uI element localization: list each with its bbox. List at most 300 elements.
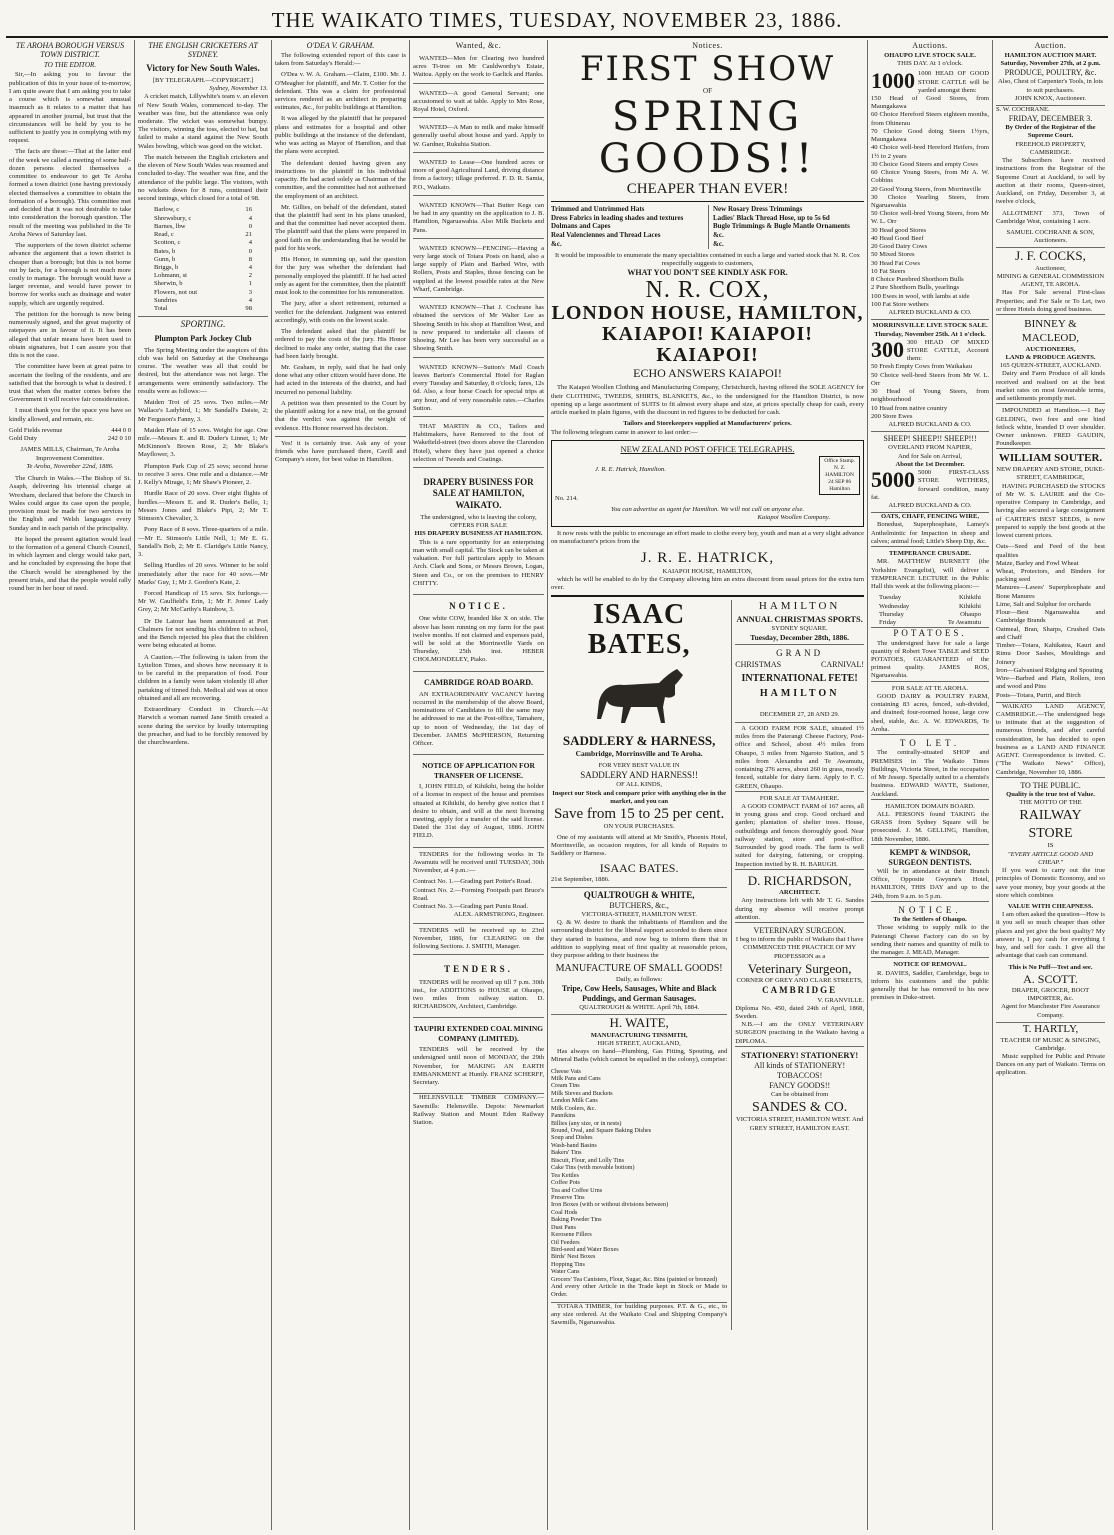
christmas-carnival: CHRISTMAS CARNIVAL! bbox=[735, 659, 864, 669]
article-paragraph: The committee have been at great pains to ascertain the feeling of the residents, and are satisfied that the borough is what is desired. I trust that when the matter comes before the Government it will receive fair consideration. bbox=[9, 363, 131, 404]
masthead bbox=[0, 0, 1114, 34]
te-aroha-heading: FOR SALE AT TE AROHA. bbox=[891, 684, 969, 692]
wanted-ad: WANTED—A good General Servant; one accustomed to wait at table. Apply to Mrs Rose, Royal Hotel, Oxford. bbox=[413, 87, 544, 119]
article-paragraph: A cricket match, Lillywhite's team v. an eleven of New South Wales, commenced to-day. The weather was fine, but the attendance was only moderate. The wicket was somewhat bumpy. The visitors, winning the toss, elected to bat, but failed to make a stand against the New South Wales bowling, which was good on the wicket. bbox=[138, 93, 268, 150]
settlers-body: Those wishing to supply milk to the Paterangi Cheese Factory can do so by sending their names and quantity of milk to the manager. J. MEAD, Manager. bbox=[871, 924, 989, 958]
article-paragraph: The facts are these:—That at the latter end of the week we called a meeting of some half-dozen persons elected themselves a committee to endeavour to get Te Aroha formed a town district (one having previously elected themselves a committee to obtain the formation of a borough). This committee met and decided that it was not desirable to take into consideration the borough question. The result of the meeting was published in the Te Aroha News of Saturday last. bbox=[9, 148, 131, 238]
hatrick-tail: which he will be enabled to do by the Company allowing him an extra discount from usual prices for the extra turn over. bbox=[551, 576, 864, 597]
road-board-heading: CAMBRIDGE ROAD BOARD. bbox=[423, 677, 534, 687]
dateline: Sydney, November 13. bbox=[209, 85, 268, 93]
stock-lot: 50 Fresh Empty Cows from Waikakau bbox=[871, 363, 972, 371]
totara-ad: TOTARA TIMBER, for building purposes. P.T. & G., etc., to any size ordered. At the Waikato Coal and Shipping Company's Sawmills, Ngaruawahia. bbox=[551, 1302, 728, 1327]
nrcox-name: N. R. COX, bbox=[645, 277, 770, 304]
tolet-heading: TO LET. bbox=[899, 738, 961, 749]
stock-lot: 50 Choice well-bred Steers from Mr W. L. Orr bbox=[871, 371, 989, 387]
saddlery-line: SADDLERY AND HARNESS!! bbox=[580, 770, 698, 781]
every-article: "EVERY ARTICLE GOOD AND CHEAP." bbox=[1007, 850, 1094, 866]
waite-item: Iron Boxes (with or without divisions between) bbox=[551, 1201, 669, 1209]
daily-line: Daily, as follows: bbox=[615, 975, 663, 983]
score-row: Scotton, c 4 bbox=[154, 239, 252, 247]
to-public: TO THE PUBLIC. bbox=[1020, 780, 1081, 790]
article-paragraph: The Church in Wales.—The Bishop of St. Asaph, delivering his triennial charge at Wrexham, declared that before the Church in Wales could argue its case upon the people, provision must be made for two services in the English and Welsh languages every Sunday and in each parish of the principality. bbox=[9, 475, 131, 532]
hatrick-name: J. R. E. HATRICK, bbox=[640, 549, 775, 566]
waite-list bbox=[551, 1068, 727, 1284]
te-aroha-body: GOOD DAIRY & POULTRY FARM, containing 83 acres, fenced, sub-divided, and drained; four-roomed house, large cow shed, stable, &c. A. W. EDWARDS, Te Aroha. bbox=[871, 693, 989, 735]
victory-heading: Victory for New South Wales. bbox=[146, 62, 260, 73]
waite-item: Cake Tins (with movable bottom) bbox=[551, 1164, 635, 1172]
waite-item: Tea and Coffee Urns bbox=[551, 1186, 603, 1194]
waite-item: London Milk Cans bbox=[551, 1097, 598, 1105]
left-list: Trimmed and Untrimmed Hats Dress Fabrics in leading shades and textures Dolmans and Capes Real Valenciennes and Thread Laces &c. bbox=[551, 204, 684, 248]
waite-item: Pannikins bbox=[551, 1112, 576, 1120]
columns bbox=[6, 40, 1108, 1530]
waite-item: Water Cans bbox=[551, 1268, 580, 1276]
column-2 bbox=[134, 40, 271, 1530]
souter-item: Wire—Barbed and Plain, Rollers, iron and wood and Pins bbox=[996, 675, 1105, 691]
article-paragraph: The match between the English cricketers and the eleven of New South Wales was resumed and concluded to-day. The weather was fine, and the attendance of the public large. The visitors, with no wickets down for 8 runs, continued their second innings, which closed for a total of 98. bbox=[138, 153, 268, 203]
article-paragraph: Mr. Graham, in reply, said that he had only done what any other citizen would have done. He had acted in the interests of the district, and had incurred no personal liability. bbox=[275, 364, 406, 396]
stock-lot: 200 Store Ewes bbox=[871, 412, 913, 420]
souter-name: WILLIAM SOUTER. bbox=[998, 452, 1103, 465]
registrar-line: By Order of the Registrar of the Supreme Court. bbox=[1005, 124, 1096, 140]
this-day: THIS DAY. At 1 o'clock. bbox=[897, 60, 963, 68]
waite-item: Wash-hand Basins bbox=[551, 1141, 597, 1149]
value-cheapness: VALUE WITH CHEAPNESS. bbox=[1007, 902, 1094, 910]
auction-heading: Auction. bbox=[1034, 41, 1067, 50]
vet-body: I beg to inform the public of Waikato that I have COMMENCED THE PRACTICE OF MY PROFESSION as a bbox=[735, 936, 864, 960]
licence-body: I, JOHN FIELD, of Kihikihi, being the holder of a license in respect of the house and premises situated at Kihikihi, do hereby give notice that I desire to obtain, and will at the next licensing meeting, apply for a transfer of the said license. Dated the 31st day of August, 1886. JOHN FIELD. bbox=[413, 783, 544, 840]
article-paragraph: Sir,—In asking you to favour the publication of this in your issue of to-morrow, I am quite aware that I am asking you to take a course which is somewhat unusual inasmuch as it relates to a matter that has appeared in another journal, but trust that the circumstances will be held by you to be sufficient to justify you in complying with my request. bbox=[9, 71, 131, 145]
mining-ad bbox=[413, 1018, 544, 1094]
tender-item: Contract No. 3.—Grading part Puniu Road. bbox=[413, 903, 529, 911]
article-paragraph: A petition was then presented to the Court by the plaintiff asking for a new trial, on the ground that the verdict was against the weight of evidence. His Honor reserved his decision. bbox=[275, 399, 406, 432]
article-paragraph: I must thank you for the space you have so kindly allowed, and remain, etc. bbox=[9, 407, 131, 423]
tenders-3-heading: TENDERS. bbox=[444, 964, 513, 975]
no-puff: This is No Puff—Test and see. bbox=[1008, 963, 1093, 971]
waite-item: Bird-seed and Water Boxes bbox=[551, 1246, 619, 1253]
all-kinds-stationery: All kinds of STATIONERY! bbox=[754, 1060, 846, 1070]
ohaupo-main: 1000 1000 HEAD OF GOOD STORE CATTLE will be yarded amongst them: bbox=[871, 68, 989, 94]
cocks-tail: Has For Sale several First-class Properties; and For Sale or To Let, two or three Hotels doing good business. bbox=[996, 289, 1105, 315]
produce-line: PRODUCE, POULTRY, &c. bbox=[1004, 68, 1097, 78]
drapery-sub: HIS DRAPERY BUSINESS AT HAMILTON. bbox=[414, 530, 543, 538]
kaiapoi-body: The Kaiapoi Woollen Clothing and Manufacturing Company, Christchurch, having offered the SOLE AGENCY for their CLOTHING, TWEEDS, SHIRTS, BLANKETS, &c., to the undersigned for the Hamilton District, is now opening up a large assortment of SUITS to fit almost every shape and size, at prices specially cheap for cash, every article marked in plain figures, with the discount in red figures to be deducted for cash. bbox=[551, 384, 864, 417]
article-paragraph: The defendant denied having given any instructions to the plaintiff in his individual capacity. He had acted solely as Chairman of the committee, and the committee had not authorised the employment of an architect. bbox=[275, 159, 406, 200]
isaac-bates-2: ISAAC BATES. bbox=[599, 861, 679, 876]
wanted-ad: WANTED KNOWN—Sutton's Mail Coach leaves Barton's Commercial Hotel for Raglan every Tuesday and Saturday, 8 o'clock; fares, 12s 6d. Also, a four horse Coach for special trips at any hour, and of very reasonable rates.—Charles Sutton. bbox=[413, 361, 544, 417]
tenders-3-body: TENDERS will be received up till 7 p.m. 30th inst., for ADDITIONS to HOUSE at Ohaupo, two miles from railway station. D. RICHARDSON, Architect, Cambridge. bbox=[413, 978, 544, 1011]
waite-item: Baking Powder Tins bbox=[551, 1216, 602, 1224]
tolet-body: The centrally-situated SHOP and PREMISES in The Waikato Times Buildings, Victoria Street, in the occupation of Mr Jessop. Specially suited to a chemist's business. EDWARD WAYTE, Stationer, Auckland. bbox=[871, 749, 989, 799]
waikato-land-ad: WAIKATO LAND AGENCY, CAMBRIDGE.—The undersigned begs to intimate that at the suggestion of numerous friends, and after careful consideration, he has decided to open business as a LAND AND FINANCE AGENT. Correspondence is invited. C. ("The Waikato News" Office), Cambridge, November 10, 1886. bbox=[996, 703, 1105, 778]
waite-tail: And every other Article in the Trade kept in Stock or Made to Order. bbox=[551, 1283, 728, 1299]
morrinsville-heading: MORRINSVILLE LIVE STOCK SALE. bbox=[872, 322, 988, 330]
waite-item: Hopping Tins bbox=[551, 1260, 585, 1268]
race-paragraph: Pony Race of 8 sovs. Three-quarters of a mile.—Mr E. Stimson's Little Nell, 1; Mr E. G. Sandall's Bob, 2; Mr E. Claridge's Little Nancy, 3. bbox=[138, 526, 268, 559]
waite-name: H. WAITE, bbox=[609, 1015, 669, 1031]
article-heading: O'DEA V. GRAHAM. bbox=[306, 41, 375, 50]
column-3 bbox=[271, 40, 409, 1530]
fete-line: INTERNATIONAL FETE! bbox=[741, 672, 858, 684]
fete-dates: DECEMBER 27, 28 AND 29. bbox=[735, 711, 864, 723]
hamilton-title: HAMILTON bbox=[758, 600, 841, 613]
sporting-heading: SPORTING. bbox=[138, 316, 268, 330]
qualtrough-sign: QUALTROUGH & WHITE. April 7th, 1884. bbox=[551, 1004, 727, 1015]
waite-item: Coffee Pots bbox=[551, 1179, 580, 1187]
dairy-body: Dairy and Farm Produce of all kinds received and realised on at the best market rates on most favourable terms, and settlements promptly met. bbox=[996, 370, 1105, 404]
drapery-heading: DRAPERY BUSINESS FOR SALE AT HAMILTON, WAIKATO. bbox=[423, 477, 534, 510]
morrinsville-main: 300 300 HEAD OF MIXED STORE CATTLE, Account them: bbox=[871, 336, 989, 363]
article-paragraph: His Honor, in summing up, said the question for the jury was whether the defendant had personally employed the plaintiff. If he had acted only as agent for the committee, then the plaintiff must look to the committee for his remuneration. bbox=[275, 256, 406, 297]
quality-line: Quality is the true test of Value. bbox=[1006, 790, 1095, 798]
waite-item: Billies (any size, or in nests) bbox=[551, 1119, 622, 1127]
rail-body-2: I am often asked the question—How is it you sell so much cheaper than other places and yet give the best quality? My answer is, I pay cash for everything I buy, and sell for cash. I give all the advantage that cash can command. bbox=[996, 911, 1105, 960]
right-list: New Rosary Dress Trimmings Ladies' Black Thread Hose, up to 5s 6d Bugle Trimmings & Bugle Mantle Ornaments &c. &c. bbox=[708, 205, 864, 249]
temperance-heading: TEMPERANCE CRUSADE. bbox=[888, 550, 972, 558]
souter-item: Oats—Seed and Feed of the best qualities bbox=[996, 543, 1105, 559]
column-8 bbox=[992, 40, 1108, 1530]
race-paragraph: Maiden Plate of 15 sovs. Weight for age. One mile.—Messrs E. and R. Duder's Linnet, 1; Mr McKinnon's Brown Rose, 2; Mr Blake's Mayflower, 3. bbox=[138, 426, 268, 459]
score-row: Flowers, not out 3 bbox=[154, 288, 252, 296]
wanted-ad: WANTED—A Man to milk and make himself generally useful about house and yard. Apply to W. Gardner, Rukuhia Station. bbox=[413, 121, 544, 153]
binney-auctioneers: AUCTIONEERS, bbox=[1025, 345, 1076, 353]
stock-lot: 100 Fat Store wethers bbox=[871, 300, 929, 308]
tenders-ad-3 bbox=[413, 958, 544, 1018]
race-paragraph: Maiden Trot of 25 sovs. Two miles.—Mr Wallace's Ladybird, 1; Mr Sandall's Daisie, 2; Mr Ferguson's Fanny, 3. bbox=[138, 399, 268, 423]
buckland-sign: ALFRED BUCKLAND & CO. bbox=[871, 309, 989, 320]
notice-heading-2: NOTICE. bbox=[898, 904, 962, 915]
article-paragraph: The defendant asked that the plaintiff be ordered to pay the costs of the jury. His Honor declined to make any order, stating that the case had been fairly brought. bbox=[275, 328, 406, 360]
friday-line: FRIDAY, DECEMBER 3. bbox=[1008, 114, 1093, 124]
column-4 bbox=[409, 40, 547, 1530]
temperance-days: Tuesday Kihikihi Wednesday Kihikihi Thursday Ohaupo Friday Te Awamutu bbox=[871, 594, 989, 628]
butchers: BUTCHERS, &c., bbox=[609, 900, 669, 910]
score-row: Gunn, b 8 bbox=[154, 255, 252, 263]
victoria-street: VICTORIA-STREET, HAMILTON WEST. bbox=[581, 910, 697, 918]
article-paragraph: The petition for the borough is now being numerously signed, and the great majority of ratepayers are in favour of it. It has been alleged that unfair means have been used to obtain signatures, but I can assure you that this is not the case. bbox=[9, 310, 131, 360]
article-paragraph: It was alleged by the plaintiff that he prepared plans and estimates for a hospital and other public buildings at the instance of the defendant, who was acting as Mayor of Hamilton, and that the plans were accepted. bbox=[275, 115, 406, 156]
score-row: Bates, b 0 bbox=[154, 247, 252, 255]
auction-arrival: And for Sale on Arrival, bbox=[898, 452, 962, 460]
architect-body: Any instructions left with Mr T. G. Sandes during my absence will receive prompt attention. bbox=[735, 897, 864, 923]
vet-nb: N.B.—I am the ONLY VETERINARY SURGEON practising in the Waikato having a DIPLOMA. bbox=[735, 1021, 864, 1047]
ohaupo-heading: OHAUPO LIVE STOCK SALE. bbox=[884, 51, 976, 59]
annual-sports: ANNUAL CHRISTMAS SPORTS. bbox=[736, 614, 863, 625]
waite-item: Soup and Dishes bbox=[551, 1134, 593, 1142]
race-paragraph: Hurdle Race of 20 sovs. Over eight flights of hurdles.—Messrs E. and R. Duder's Bello, 1; Messrs Jones and Blake's Pipi, 2; Mr T. Stimson's Chevalier, 3. bbox=[138, 490, 268, 523]
article-paragraph: Mr. Gillies, on behalf of the defendant, stated that the plaintiff had sent in his plans unasked, and that the committee had never accepted them. The plaintiff said that the plans were prepared in good faith on the understanding that he would be paid for his work. bbox=[275, 203, 406, 252]
telegram-from: Kaiapoi Woollen Company. bbox=[757, 514, 830, 522]
wanted-ad: WANTED—Men for Clearing two hundred acres Ti-tree on Mr Cauldworthy's Estate, Waitoa. Apply on the work to Garlick and Hanks. bbox=[413, 52, 544, 84]
waite-item: Kerosene Fillers bbox=[551, 1231, 592, 1239]
article-paragraph: Extraordinary Conduct in Church.—At Harwich a woman named Jane Smith created a scene during the service by loudly interrupting the preacher, and had to be forcibly removed by the churchwardens. bbox=[138, 706, 268, 746]
souter-item: Flour—Best Ngaruawahia and Cambridge Brands bbox=[996, 609, 1105, 625]
on-your: ON YOUR PURCHASES. bbox=[603, 822, 675, 830]
also-line: Also, Chest of Carpenter's Tools, in lots to suit purchasers. bbox=[997, 78, 1103, 94]
obtained-line: Can be obtained from bbox=[770, 1090, 829, 1098]
score-row: Lohmann, st 2 bbox=[154, 272, 252, 280]
cochrane-tag: S. W. COCHRANE. bbox=[996, 105, 1050, 113]
wanted-ad: WANTED to Lease—One hundred acres or more of good Agricultural Land, driving distance from a factory; tillage preferred. F. D. R. Samia, P.O., Waikato. bbox=[413, 156, 544, 196]
ohaupo-lots bbox=[871, 95, 989, 309]
wanted-ad: WANTED KNOWN—That Butter Kegs can be had in any quantity on the application to J. B. Hamilton, Ngaruawahia. Also Milk Buckets and Pans. bbox=[413, 199, 544, 239]
hartly-name: T. HARTLY, bbox=[1022, 1022, 1079, 1035]
souter-item: Oatmeal, Bran, Sharps, Crushed Oats and Chaff bbox=[996, 625, 1105, 641]
lower-ads bbox=[551, 600, 864, 1330]
impounded-ad: IMPOUNDED at Hamilton.—1 Bay GELDING, two fore and one hind fetlock white, branded D over shoulder. Owner unknown. FRED GAUDIN, Poundkeeper. bbox=[996, 407, 1105, 449]
all-kinds: OF ALL KINDS, bbox=[616, 781, 662, 789]
inspect-line: Inspect our Stock and compare price with anything else in the market, and you can bbox=[552, 789, 727, 805]
notices-heading: Notices. bbox=[692, 41, 723, 50]
column-7 bbox=[867, 40, 992, 1530]
removal-body: R. DAVIES, Saddler, Cambridge, begs to inform his customers and the public generally that he has removed to his new premises in Duke-street. bbox=[871, 969, 989, 1002]
saddlery-title: SADDLERY & HARNESS, bbox=[562, 733, 716, 749]
stock-lot: 60 Choice Young Steers, from Mr A. W. Cobbins bbox=[871, 169, 989, 185]
newspaper-title: THE WAIKATO TIMES, TUESDAY, NOVEMBER 23, 1886. bbox=[271, 8, 843, 32]
score-row: Barnes, lbw 0 bbox=[154, 222, 252, 230]
buckland-sign-3: ALFRED BUCKLAND & CO. bbox=[871, 502, 989, 513]
assistant-line: One of my assistants will attend at Mr Smith's, Phoenix Hotel, Morrinsville, as occasion requires, for all kinds of Repairs to Saddlery or Harness. bbox=[551, 833, 728, 858]
scott-sub: DRAPER, GROCER, BOOT IMPORTER, &c. bbox=[1011, 986, 1090, 1003]
score-row: Read, c 21 bbox=[154, 231, 252, 239]
souter-item: Lime, Salt and Sulphur for orchards bbox=[996, 600, 1091, 608]
club-heading: Plumpton Park Jockey Club bbox=[154, 333, 252, 343]
score-row: Briggs, b 4 bbox=[154, 264, 252, 271]
spring-lists bbox=[551, 205, 864, 249]
column-1 bbox=[6, 40, 134, 1530]
waite-item: Birds' Nest Boxes bbox=[551, 1253, 596, 1261]
stock-lot: 30 Head of Young Steers, from neighbourhood bbox=[871, 388, 989, 404]
article-paragraph: Dr De Latour has been announced at Port Chalmers for not sending his children to school, and the Bench rejected his plea that the children were being educated at home. bbox=[138, 617, 268, 650]
race-paragraph: Forced Handicap of 15 sovs. Six furlongs.—Mr W. Caulfield's Erin, 1; Mr F. Jones' Lady Grey, 2; Mr McCarthy's Rainbow, 3. bbox=[138, 589, 268, 614]
saddlery-towns: Cambridge, Morrinsville and Te Aroha. bbox=[575, 749, 703, 759]
is-word: IS bbox=[1047, 842, 1054, 850]
about-date: About the 1st December. bbox=[895, 460, 965, 468]
sandes-name: SANDES & CO. bbox=[751, 1099, 848, 1115]
stock-lot: 30 Choice Yearling Steers, from Ngaruawahia bbox=[871, 193, 989, 210]
enumerate-line: It would be impossible to enumerate the many specialities contained in such a large and varied stock that N. R. Cox respectfully suggests to customers, bbox=[555, 251, 860, 267]
licence-ad bbox=[413, 755, 544, 847]
thursday-line: Thursday, November 25th. At 1 o'clock. bbox=[874, 330, 986, 338]
stock-lot: 20 Good Dairy Cows bbox=[871, 243, 928, 251]
hatrick-addr: KAIAPOI HOUSE, HAMILTON, bbox=[662, 567, 753, 575]
tamahere-heading: FOR SALE AT TAMAHERE. bbox=[759, 794, 840, 802]
drapery-ad bbox=[413, 471, 544, 595]
closing-paragraph: Yes! it is certainly true. Ask any of your friends who have purchased there, Cavill and Company's store, for best value in Hamilton. bbox=[275, 436, 406, 465]
vet-big: Veterinary Surgeon, bbox=[747, 960, 852, 976]
isaac-bates: ISAAC BATES, bbox=[587, 599, 691, 660]
saturday-line: Saturday, November 27th, at 2 p.m. bbox=[1000, 60, 1101, 68]
tenders-sign: ALEX. ARMSTRONG, Engineer. bbox=[453, 911, 544, 919]
domain-heading: HAMILTON DOMAIN BOARD. bbox=[885, 802, 975, 810]
sheep-heading: SHEEP! SHEEP!! SHEEP!!! bbox=[883, 434, 977, 444]
oats-body: Bonedust, Superphosphate, Lamey's Anthelmintic for Impaction in sheep and calves; animal food; Little's Sheep Dip, &c. bbox=[871, 521, 989, 547]
telegram-no: No. 214. bbox=[555, 494, 578, 502]
score-row: Sundries 4 bbox=[154, 296, 252, 304]
tripe-line: Tripe, Cow Heels, Sausages, White and Black Puddings, and German Sausages. bbox=[561, 984, 717, 1004]
souter-sub: NEW DRAPERY AND STORE, DUKE-STREET, CAMBRIDGE, bbox=[996, 466, 1105, 482]
licence-heading: NOTICE OF APPLICATION FOR TRANSFER OF LICENSE. bbox=[422, 761, 535, 780]
scott-agent: Agent for Manchester Fire Assurance Company. bbox=[996, 1003, 1105, 1022]
waite-item: Preserve Tins bbox=[551, 1193, 585, 1201]
buckland-sign-2: ALFRED BUCKLAND & CO. bbox=[871, 421, 989, 432]
road-board-ad bbox=[413, 672, 544, 756]
railway-store: RAILWAY STORE bbox=[1019, 808, 1082, 841]
to-editor: TO THE EDITOR. bbox=[43, 60, 97, 69]
waite-sub: MANUFACTURING TINSMITH, bbox=[590, 1031, 688, 1039]
motto-line: THE MOTTO OF THE bbox=[1019, 799, 1082, 807]
lot-count: 1000 bbox=[871, 68, 915, 94]
waite-item: Biscuit, Flour, and Lolly Tins bbox=[551, 1156, 624, 1164]
small-goods: MANUFACTURE OF SMALL GOODS! bbox=[555, 963, 723, 975]
stock-lot: 50 Mixed Stores bbox=[871, 251, 915, 259]
freehold-heading: FREEHOLD PROPERTY, CAMBRIDGE. bbox=[1015, 140, 1086, 156]
souter-body: HAVING PURCHASED the STOCKS of Mr W. S. LAURIE and the Co-operative Company in Cambridge, and having also secured a large consignment of CARTER'S BEST SEEDS, is now prepared to supply the best goods at the lowest current prices. bbox=[996, 482, 1105, 540]
notice-body: One white COW, branded like X on side. The above has been running on my farm for the past twelve months. If not claimed and expenses paid, will be sold at the Morrinsville Yards on Thursday, 25th inst. HEBER CHOLMONDELEY, Piako. bbox=[413, 615, 544, 664]
stock-lot: 30 Head good Stores bbox=[871, 226, 927, 234]
waite-item: Cheese Vats bbox=[551, 1067, 581, 1075]
freehold-body: The Subscribers have received instructions from the Registrar of the Supreme Court at Auckland, to sell by auction at their rooms, Queen-street, Auckland, on Friday, December 3, at twelve o'clock, bbox=[996, 157, 1105, 206]
tenders-heading: TENDERS for the following works in Te Awamutu will be received until TUESDAY, 30th November, at 4 p.m.:— bbox=[413, 850, 544, 875]
article-paragraph: A Caution.—The following is taken from the Lyttelton Times, and shows how necessary it is to be careful in the preparation of food. Four children in a family were taken violently ill after partaking of tinned fish. Medical aid was at once obtained and all are recovering. bbox=[138, 653, 268, 702]
vet-addr: CORNER OF GREY AND CLARE STREETS, bbox=[736, 977, 863, 985]
spring-goods: SPRING GOODS!! bbox=[598, 94, 817, 183]
revenue-table bbox=[9, 427, 131, 443]
sports-date: Tuesday, December 28th, 1886. bbox=[735, 633, 864, 645]
stock-lot: 40 Head Good Beef bbox=[871, 234, 924, 242]
wanted-heading: Wanted, &c. bbox=[455, 41, 502, 50]
sheep-lot: 5000 5000 FIRST-CLASS STORE WETHERS, forward condition, many fat. bbox=[871, 467, 989, 501]
save-line: Save from 15 to 25 per cent. bbox=[553, 806, 725, 823]
dateline: Te Aroha, November 22nd, 1886. bbox=[26, 462, 114, 470]
tobaccos: TOBACCOS! bbox=[777, 1070, 823, 1080]
kempt-heading: KEMPT & WINDSOR, SURGEON DENTISTS. bbox=[888, 847, 972, 867]
farm-ad: A GOOD FARM FOR SALE, situated 1½ miles from the Paterangi Cheese Factory, Post-office and School, about 4½ miles from Ohaupo, 3 miles from Ngaroto Station, and 5 miles from Alexandra and Te Awamutu, containing 276 acres, about 260 in grass, mostly fenced, suitable for dairy farm. Apply to F. C. GREEN, Ohaupo. bbox=[735, 725, 864, 792]
mining-body: TENDERS will be received by the undersigned until noon of MONDAY, the 29th November, for MAKING AN EARTH EMBANKMENT at Huntly. FRANZ SCHERFF, Secretary. bbox=[413, 1046, 544, 1087]
stock-lot: 50 Choice well-bred Young Steers, from Mr W. L. Orr bbox=[871, 210, 989, 226]
best-value: FOR VERY BEST VALUE IN bbox=[598, 761, 680, 769]
isaac-date: 21st September, 1886. bbox=[551, 876, 727, 887]
stock-lot: 70 Choice Good doing Steers 1½yrs, Maungakawa bbox=[871, 127, 989, 144]
score-row: Shrewsbury, c 4 bbox=[154, 214, 252, 222]
settlers-heading: To the Settlers of Ohaupo. bbox=[893, 916, 967, 924]
telegraph-tag: [BY TELEGRAPH.—COPYRIGHT.] bbox=[152, 76, 254, 84]
article-heading: THE ENGLISH CRICKETERS AT SYDNEY. bbox=[148, 41, 258, 59]
signature: JAMES MILLS, Chairman, Te Aroha Improvement Committee. bbox=[20, 446, 120, 462]
telegram-form bbox=[551, 440, 864, 527]
london-house: LONDON HOUSE, HAMILTON, bbox=[551, 302, 864, 325]
of-word: OF bbox=[703, 87, 712, 96]
notice-heading: NOTICE. bbox=[449, 601, 508, 612]
hartly-sub: TEACHER OF MUSIC & SINGING, Cambridge. bbox=[1000, 1036, 1101, 1052]
revenue-row: Gold Duty 242 0 10 bbox=[9, 435, 131, 443]
tailors-line: Tailors and Storekeepers supplied at Manufacturers' prices. bbox=[623, 420, 792, 428]
diploma: Diploma No. 450, dated 24th of April, 1868, Sweden. bbox=[735, 1004, 864, 1020]
kaiapoi-line: KAIAPOI! KAIAPOI! KAIAPOI! bbox=[602, 323, 813, 367]
telegram-msg: You can advertise as agent for Hamilton. We will not call on anyone else. bbox=[610, 506, 805, 514]
cocks-name: J. F. COCKS, bbox=[1015, 248, 1086, 264]
stock-lot: 30 Choice Good Steers and empty Cows bbox=[871, 160, 978, 168]
office-stamp: Office Stamp. N. Z. HAMILTON 24 SEP 86 Hamilton bbox=[819, 456, 860, 494]
tender-item: Contract No. 2.—Forming Footpath part Bruce's Road. bbox=[413, 886, 544, 902]
cocks-auctioneer: Auctioneer, bbox=[1035, 264, 1066, 272]
horse-icon bbox=[579, 661, 699, 731]
ask-for-line: WHAT YOU DON'T SEE KINDLY ASK FOR. bbox=[627, 268, 788, 278]
domain-body: ALL PERSONS found TAKING the GRASS from Sydney Square will be prosecuted. J. M. GELLING, Hamilton, 18th November, 1886. bbox=[871, 811, 989, 845]
waite-addr: HIGH STREET, AUCKLAND, bbox=[597, 1039, 681, 1047]
hamilton-fete: HAMILTON bbox=[759, 688, 840, 700]
stationery-heading: STATIONERY! STATIONERY! bbox=[741, 1049, 859, 1060]
stock-lot: 10 Head from native country bbox=[871, 404, 948, 412]
timber-ad: HELENSVILLE TIMBER COMPANY.—Sawmills: Helensville. Depots: Newmarket Railway Station and Mount Eden Railway Station. bbox=[413, 1094, 544, 1127]
waite-item: Tea Kettles bbox=[551, 1171, 579, 1179]
waite-item: Milk Coolers, &c. bbox=[551, 1104, 597, 1112]
qualtrough-title: QUALTROUGH & WHITE, bbox=[583, 889, 695, 900]
tenders-ad bbox=[413, 848, 544, 924]
sydney-square: SYDNEY SQUARE. bbox=[771, 624, 828, 632]
cocks-body: MINING & GENERAL COMMISSION AGENT, TE AROHA. bbox=[996, 272, 1105, 289]
now-rests: It now rests with the public to encourage an effort made to clothe every boy, youth and man at a very slight advance on manufacturer's prices from the bbox=[551, 529, 864, 545]
saddlery-column bbox=[551, 600, 727, 1330]
souter-item: Posts—Totara, Puriri, and Birch bbox=[996, 691, 1081, 699]
race-paragraph: Plumpton Park Cup of 25 sovs; second horse to receive 3 sovs. One mile and a distance.—Mr J. Kelly's Mirage, 1; Mr Shaw's Pioneer, 2. bbox=[138, 462, 268, 487]
fancy-goods: FANCY GOODS!! bbox=[769, 1080, 831, 1090]
column-5 bbox=[547, 40, 867, 1530]
waite-item: Dust Pans bbox=[551, 1223, 576, 1231]
rail-body: If you want to carry out the true principles of Domestic Economy, and so save your money, buy your goods at the store which combines bbox=[996, 867, 1105, 899]
waite-body: Has always on hand—Plumbing, Gas Fitting, Spouting, and Mineral Baths (which cannot be equalled in the colony), comprise: bbox=[551, 1048, 728, 1064]
wanted-ad: WANTED KNOWN—FENCING—Having a very large stock of Totara Posts on hand, also a large supply of Plain and Barbed Wire, with Rollers, Posts and Staples, those fencing can be supplied at the lowest possible rates at the New Wharf, Cambridge. bbox=[413, 242, 544, 298]
race-paragraph: Selling Hurdles of 20 sovs. Winner to be sold immediately after the race for 40 sovs.—Mr Marks' Guy, 1; Mr J. Gordon's Kate, 2. bbox=[138, 562, 268, 586]
wanted-ad: WANTED KNOWN—That J. Cochrane has obtained the services of Mr Walter Lee as Shoeing Smith in his shop at Hamilton West, and is now prepared to undertake all classes of Shoeing. Mr Lee has been very successful as a Shoeing Smith. bbox=[413, 301, 544, 357]
echo-line: ECHO ANSWERS KAIAPOI! bbox=[633, 366, 782, 381]
kempt-body: Will be in attendance at their Branch Office, Opposite Gwynne's Hotel, HAMILTON, THIS DAY and up to the 24th, from 9 a.m. to 5 p.m. bbox=[871, 868, 989, 902]
morrinsville-lots bbox=[871, 363, 989, 421]
score-row: Sherwin, b 1 bbox=[154, 280, 252, 288]
waite-item: Bakers' Tins bbox=[551, 1149, 582, 1157]
telegram-to: J. R. E. Hatrick, Hamilton. bbox=[595, 466, 666, 474]
grand-word: GRAND bbox=[776, 648, 824, 659]
race-paragraph: The Spring Meeting under the auspices of this club was held on Saturday at the Oneheanga course. The weather was all that could be desired, but the attendance was not large. The arrangements were eminently satisfactory. The results were as follows:— bbox=[138, 346, 268, 395]
granville: V. GRANVILLE. bbox=[817, 996, 864, 1004]
binney-addr: 165 QUEEN-STREET, AUCKLAND. bbox=[999, 362, 1102, 370]
cheaper-line: CHEAPER THAN EVER! bbox=[551, 180, 864, 202]
stock-lot: 150 Head of Good Stores, from Maungakawa bbox=[871, 94, 989, 111]
waite-item: Grocers' Tea Canisters, Flour, Sugar, &c. Bins (painted or bronzed) bbox=[551, 1275, 718, 1283]
land-agents: LAND & PRODUCE AGENTS. bbox=[1005, 353, 1096, 361]
souter-item: Manures—Lawes' Superphosphate and Bone Manures bbox=[996, 584, 1105, 600]
auctions-heading: Auctions. bbox=[912, 41, 948, 50]
telegram-line: The following telegram came in answer to last order:— bbox=[551, 428, 698, 436]
revenue-row: Gold Fields revenue 444 0 0 bbox=[9, 426, 131, 434]
article-heading: TE AROHA BOROUGH VERSUS TOWN DISTRICT. bbox=[15, 41, 125, 59]
tender-item: Contract No. 1.—Grading part Potter's Road. bbox=[413, 878, 533, 886]
oats-heading: OATS, CHAFF, FENCING WIRE, bbox=[880, 513, 980, 521]
richardson-name: D. RICHARDSON, bbox=[747, 872, 852, 888]
mining-heading: TAUPIRI EXTENDED COAL MINING COMPANY (LIMITED). bbox=[413, 1024, 544, 1043]
stock-lot: 100 Ewes in wool, with lambs at side bbox=[871, 292, 970, 300]
stock-lot: 8 Choice Purebred Shorthorn Bulls bbox=[871, 276, 964, 284]
waite-item: Oil Feeders bbox=[551, 1238, 580, 1246]
stock-lot: 10 Fat Steers bbox=[871, 267, 906, 275]
vet-heading: VETERINARY SURGEON. bbox=[753, 926, 846, 936]
drapery-tail: This is a rare opportunity for an enterprising man with small capital. The Stock can be taken at valuation. For full particulars apply to Messrs Arch. Clark and Sons, or Messrs Brown, Logan, Steen and Co., or on the premises to HENRY CHITTY. bbox=[413, 538, 544, 587]
nz-telegraphs: NEW ZEALAND POST OFFICE TELEGRAPHS. bbox=[620, 443, 795, 454]
potatoes-heading: POTATOES. bbox=[893, 628, 967, 639]
sandes-addr: VICTORIA STREET, HAMILTON WEST. And GREY STREET, HAMILTON EAST. bbox=[735, 1116, 864, 1132]
removal-heading: NOTICE OF REMOVAL. bbox=[893, 961, 967, 969]
souter-item: Iron—Galvanised Ridging and Spouting bbox=[996, 666, 1103, 674]
